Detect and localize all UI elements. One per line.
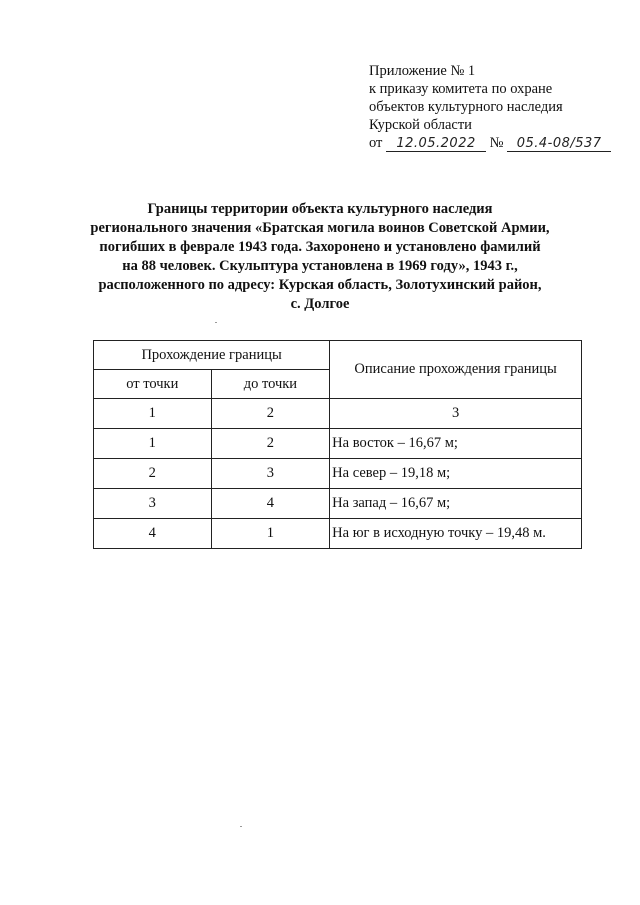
- table-row: [94, 519, 582, 549]
- from-point-cell: 1: [94, 429, 212, 459]
- index-cell: 2: [211, 399, 330, 429]
- from-point-cell: 3: [94, 489, 212, 519]
- to-point-cell: 2: [211, 429, 330, 459]
- title-line: расположенного по адресу: Курская область, Золотухинский район,: [98, 277, 542, 293]
- title-line: регионального значения «Братская могила воинов Советской Армии,: [90, 220, 550, 236]
- to-point-cell: 1: [211, 519, 330, 549]
- from-label: от: [369, 135, 383, 151]
- appendix-committee-line: объектов культурного наследия: [369, 99, 563, 115]
- index-cell: 1: [94, 399, 212, 429]
- document-title: [60, 200, 580, 314]
- appendix-block: [369, 62, 611, 152]
- order-date-value: 12.05.2022: [396, 136, 476, 151]
- description-cell: На север – 19,18 м;: [330, 459, 582, 489]
- from-point-cell: 4: [94, 519, 212, 549]
- boundary-table: [93, 340, 582, 549]
- order-number: [507, 136, 611, 152]
- order-number-value: 05.4-08/537: [516, 136, 602, 151]
- appendix-region-line: Курской области: [369, 117, 472, 133]
- title-line: Границы территории объекта культурного наследия: [147, 201, 493, 217]
- description-cell: На юг в исходную точку – 19,48 м.: [330, 519, 582, 549]
- from-point-cell: 2: [94, 459, 212, 489]
- table-row: [94, 489, 582, 519]
- to-point-cell: 3: [211, 459, 330, 489]
- title-line: на 88 человек. Скульптура установлена в 1969 году», 1943 г.,: [122, 258, 518, 274]
- title-line: с. Долгое: [290, 296, 350, 312]
- scan-speck: [215, 322, 217, 323]
- table-index-row: [94, 399, 582, 429]
- table-row: [94, 459, 582, 489]
- to-point-cell: 4: [211, 489, 330, 519]
- header-from-point: от точки: [94, 370, 212, 399]
- appendix-date-line: [369, 134, 611, 152]
- number-label: №: [489, 135, 504, 151]
- appendix-number: Приложение № 1: [369, 63, 476, 79]
- title-line: погибших в феврале 1943 года. Захоронено и установлено фамилий: [99, 239, 541, 255]
- table-header-row: [94, 341, 582, 370]
- index-cell: 3: [330, 399, 582, 429]
- scan-speck: [240, 826, 242, 827]
- description-cell: На восток – 16,67 м;: [330, 429, 582, 459]
- header-description: Описание прохождения границы: [330, 341, 582, 399]
- header-passage: Прохождение границы: [94, 341, 330, 370]
- header-to-point: до точки: [211, 370, 330, 399]
- appendix-order-line: к приказу комитета по охране: [369, 81, 553, 97]
- description-cell: На запад – 16,67 м;: [330, 489, 582, 519]
- table-row: [94, 429, 582, 459]
- order-date: [386, 136, 486, 152]
